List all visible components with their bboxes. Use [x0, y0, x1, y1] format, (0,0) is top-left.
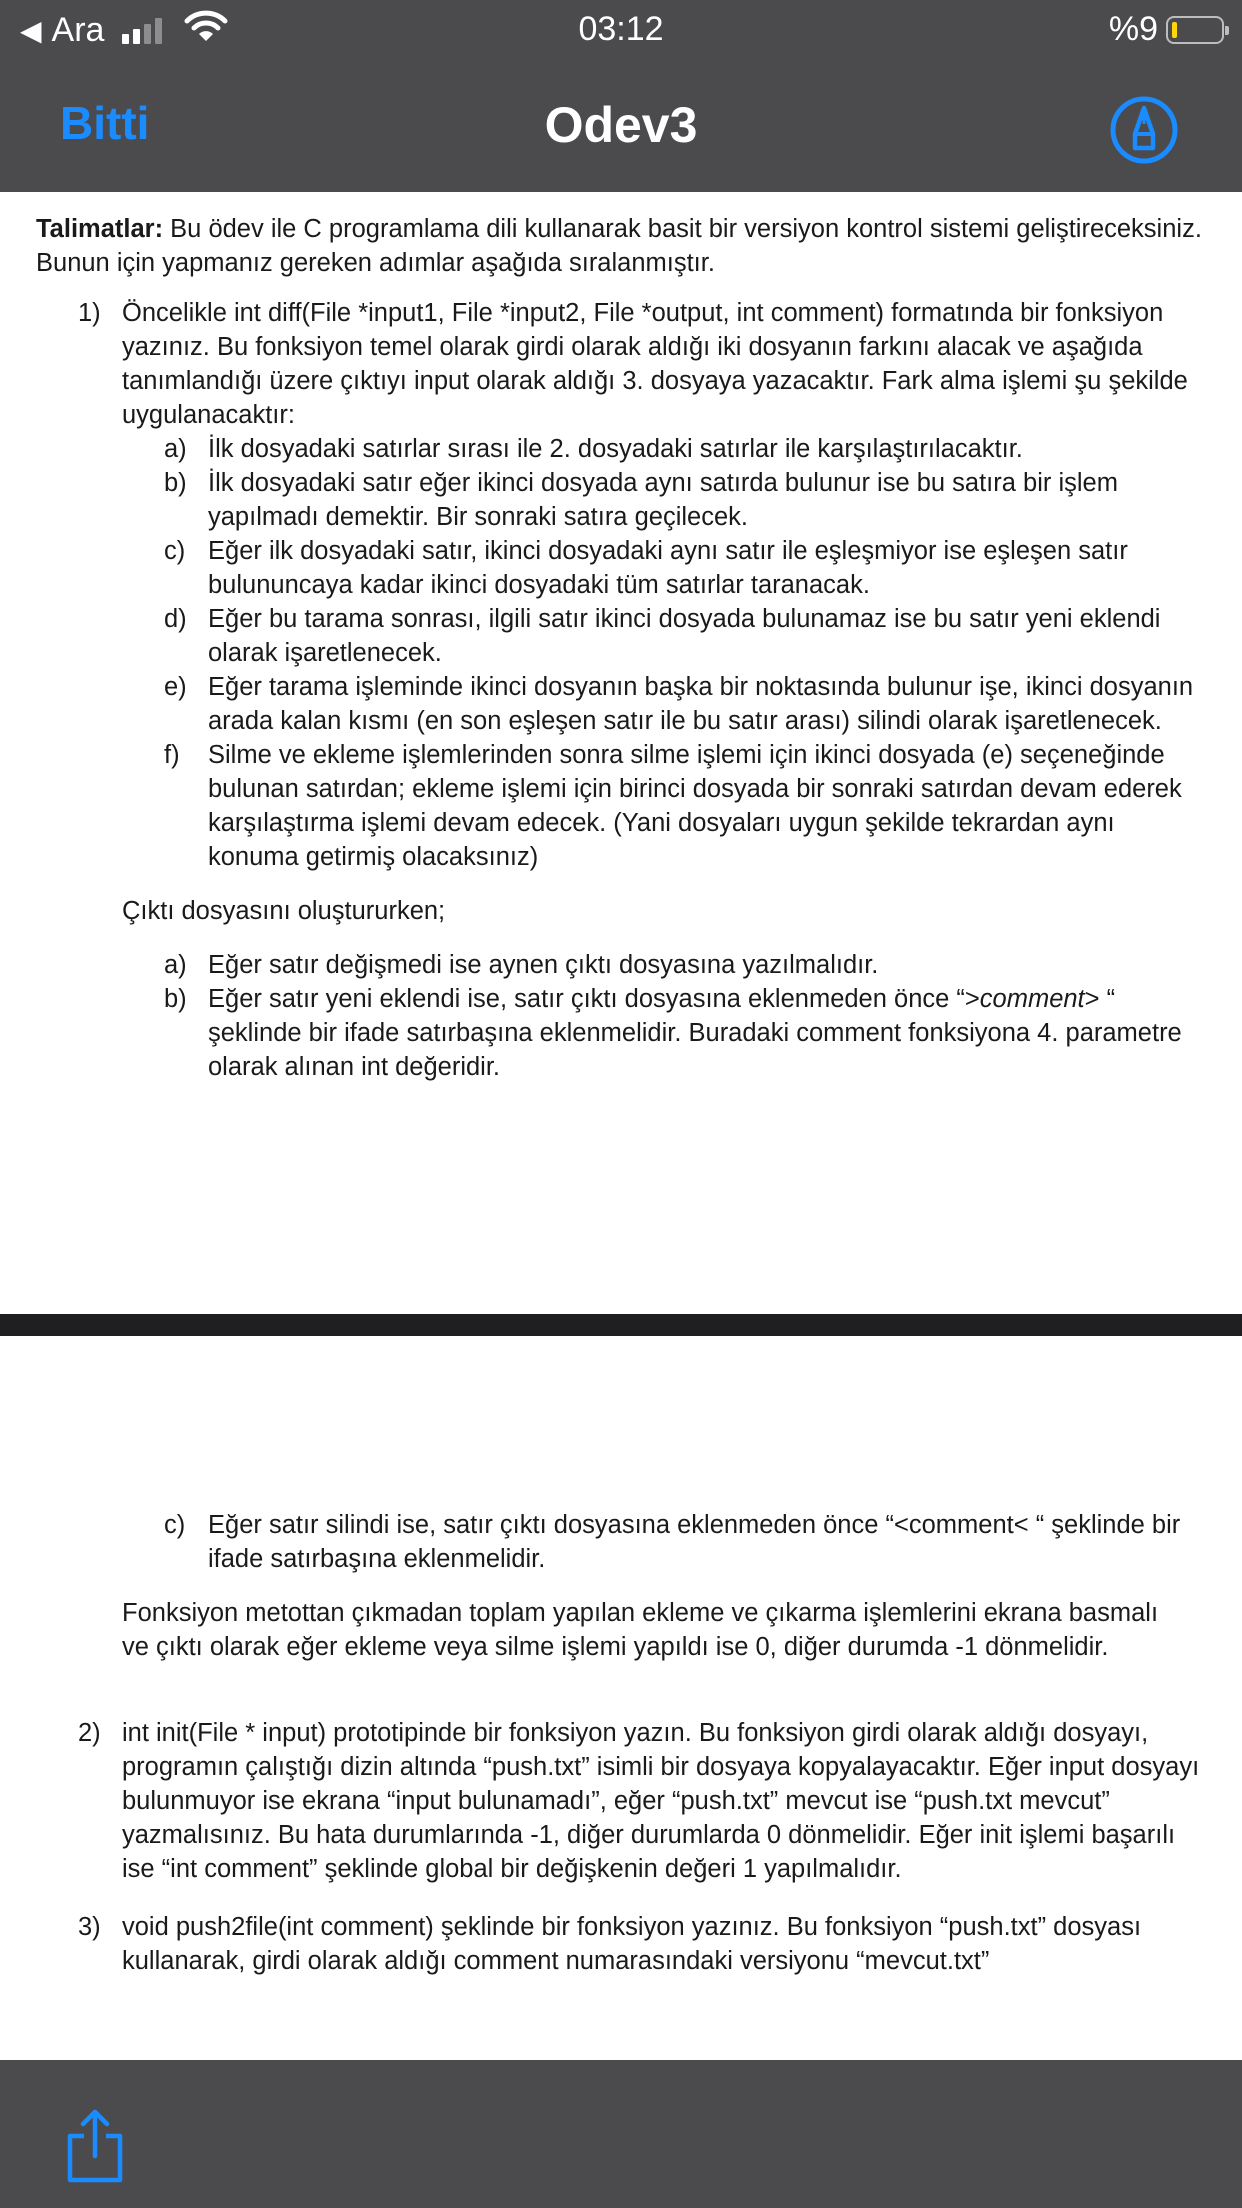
sub-text: Eğer bu tarama sonrası, ilgili satır ikinci dosyada bulunamaz ise bu satır yeni eklendi olarak işaretlenecek.	[208, 605, 1161, 667]
share-icon[interactable]	[62, 2106, 128, 2184]
list-item-1	[36, 296, 1206, 874]
done-button[interactable]: Bitti	[60, 97, 150, 149]
battery-status	[1109, 10, 1224, 49]
list-item-text: int init(File * input) prototipinde bir fonksiyon yazın. Bu fonksiyon girdi olarak aldığı dosyayı, programın çalıştığı dizin altında “push.txt” isimli bir dosyaya kopyalayacaktır. Eğer input dosyayı bulunmuyor ise ekrana “input bulunamadı”, eğer “push.txt” mevcut ise “push.txt mevcut” yazmalısınız. Bu hata durumlarında -1, diğer durumlarda 0 dönmelidir. Eğer init işlemi başarılı ise “int comment” şeklinde global bir değişkenin değeri 1 yapılmalıdır.	[122, 1719, 1200, 1883]
output-sub-a	[36, 948, 1206, 982]
page-separator	[0, 1314, 1242, 1336]
list-number: 1)	[78, 299, 101, 327]
top-bar	[0, 0, 1242, 192]
sub-text: Silme ve ekleme işlemlerinden sonra silme işlemi için ikinci dosyada (e) seçeneğinde bulunan satırdan; ekleme işlemi için birinci dosyada bir sonraki satırdan devam ederek karşılaştırma işlemi devam edecek. (Yani dosyaları uygun şekilde tekrardan aynı konuma getirmiş olacaksınız)	[208, 741, 1182, 871]
sub-label: c)	[164, 537, 186, 565]
sub-label: b)	[164, 469, 187, 497]
output-heading: Çıktı dosyasını oluştururken;	[122, 897, 446, 925]
sub-label: f)	[164, 741, 180, 769]
sub-text: Eğer tarama işleminde ikinci dosyanın başka bir noktasında bulunur işe, ikinci dosyanın arada kalan kısmı (en son eşleşen satır ile bu satır arası) silindi olarak işaretlenecek.	[208, 673, 1194, 735]
instructions-paragraph	[36, 212, 1206, 280]
instructions-text: Bu ödev ile C programlama dili kullanarak basit bir versiyon kontrol sistemi geliştireceksiniz. Bunun için yapmanız gereken adımlar aşağıda sıralanmıştır.	[36, 215, 1202, 277]
back-app-label: Ara	[51, 11, 105, 49]
comment-italic: comment	[979, 985, 1085, 1013]
sub-text: Eğer ilk dosyadaki satır, ikinci dosyadaki aynı satır ile eşleşmiyor ise eşleşen satır bulununcaya kadar ikinci dosyadaki tüm satırlar taranacak.	[208, 537, 1128, 599]
output-sub-c	[36, 1508, 1206, 1576]
battery-icon	[1166, 16, 1224, 44]
sub-text: İlk dosyadaki satırlar sırası ile 2. dosyadaki satırlar ile karşılaştırılacaktır.	[208, 435, 1023, 463]
list-item-3	[36, 1910, 1206, 1978]
list-item-text: void push2file(int comment) şeklinde bir fonksiyon yazınız. Bu fonksiyon “push.txt” dosyası kullanarak, girdi olarak aldığı comment numarasındaki versiyonu “mevcut.txt”	[122, 1913, 1142, 1975]
list-item-text: Öncelikle int diff(File *input1, File *input2, File *output, int comment) formatında bir fonksiyon yazınız. Bu fonksiyon temel olarak girdi olarak aldığı iki dosyanın farkını alacak ve aşağıda tanımlandığı üzere çıktıyı input olarak aldığı 3. dosyaya yazacaktır. Fark alma işlemi şu şekilde uygulanacaktır:	[122, 299, 1188, 429]
back-arrow-icon: ◀	[20, 15, 42, 46]
sub-item-e	[36, 670, 1206, 738]
sub-label: e)	[164, 673, 187, 701]
output-sub-b	[36, 982, 1206, 1084]
return-paragraph: Fonksiyon metottan çıkmadan toplam yapılan ekleme ve çıkarma işlemlerini ekrana basmalı ve çıktı olarak eğer ekleme veya silme işlemi yapıldı ise 0, diğer durumda -1 dönmelidir.	[122, 1599, 1159, 1661]
sub-label: b)	[164, 985, 187, 1013]
list-number: 3)	[78, 1913, 101, 1941]
battery-percent: %9	[1108, 10, 1158, 48]
bottom-toolbar	[0, 2060, 1242, 2208]
sub-text: Eğer satır değişmedi ise aynen çıktı dosyasına yazılmalıdır.	[208, 951, 879, 979]
sub-item-b	[36, 466, 1206, 534]
document-page-2	[36, 1508, 1206, 1978]
document-title: Odev3	[544, 97, 698, 153]
sub-label: a)	[164, 435, 187, 463]
sub-label: d)	[164, 605, 187, 633]
clock: 03:12	[578, 10, 664, 48]
list-item-2	[36, 1716, 1206, 1886]
sub-text: Eğer satır silindi ise, satır çıktı dosyasına eklenmeden önce “<comment< “ şeklinde bir ifade satırbaşına eklenmelidir.	[208, 1511, 1181, 1573]
sub-text: Eğer satır yeni eklendi ise, satır çıktı dosyasına eklenmeden önce “>comment> “ şeklinde bir ifade satırbaşına eklenmelidir. Buradaki comment fonksiyona 4. parametre olarak alınan int değeridir.	[208, 985, 1182, 1081]
sub-item-f	[36, 738, 1206, 874]
status-bar	[0, 0, 1242, 62]
sub-item-d	[36, 602, 1206, 670]
document-page-1	[36, 212, 1206, 1084]
sub-text: İlk dosyadaki satır eğer ikinci dosyada aynı satırda bulunur ise bu satıra bir işlem yapılmadı demektir. Bir sonraki satıra geçilecek.	[208, 469, 1118, 531]
list-number: 2)	[78, 1719, 101, 1747]
sub-label: a)	[164, 951, 187, 979]
instructions-label: Talimatlar:	[36, 215, 164, 243]
sub-label: c)	[164, 1511, 186, 1539]
sub-item-c	[36, 534, 1206, 602]
markup-pen-icon[interactable]	[1108, 94, 1180, 166]
sub-item-a	[36, 432, 1206, 466]
